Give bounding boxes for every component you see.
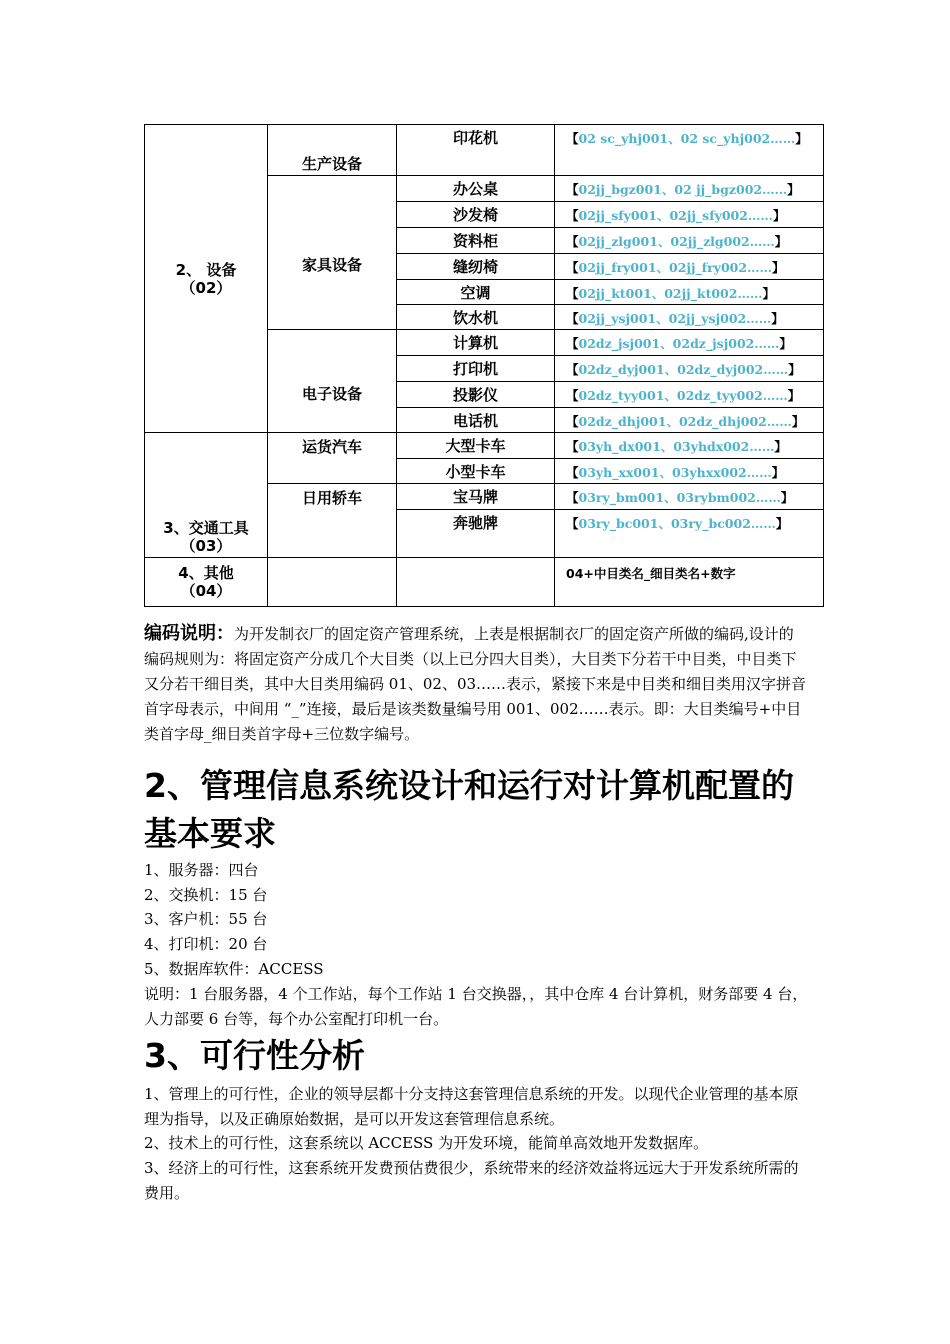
code-cell: 【02dz_tyy001、02dz_tyy002……】 bbox=[554, 381, 824, 408]
middle-group-cell: 电子设备 bbox=[267, 329, 397, 433]
item-cell: 奔驰牌 bbox=[396, 509, 555, 558]
item-cell: 印花机 bbox=[396, 124, 555, 176]
middle-group-cell: 日用轿车 bbox=[267, 483, 397, 558]
item-cell-empty bbox=[396, 557, 555, 607]
config-note-paragraph: 说明：1 台服务器，4 个工作站，每个工作站 1 台交换器，，其中仓库 4 台计算机，财务部要 4 台，人力部要 6 台等，每个办公室配打印机一台。 bbox=[144, 985, 808, 1028]
code-cell: 【03ry_bc001、03ry_bc002……】 bbox=[554, 509, 824, 558]
category-label: 3、交通工具 bbox=[163, 519, 249, 537]
section-3-heading: 3、可行性分析 bbox=[144, 1036, 365, 1075]
category-code: （03） bbox=[180, 537, 232, 555]
section-2-heading: 2、管理信息系统设计和运行对计算机配置的基本要求 bbox=[144, 766, 794, 853]
category-cell-equipment bbox=[144, 124, 268, 433]
config-line: 3、客户机：55 台 bbox=[144, 910, 268, 928]
middle-group-cell: 运货汽车 bbox=[267, 432, 397, 484]
item-cell: 资料柜 bbox=[396, 227, 555, 254]
item-cell: 投影仪 bbox=[396, 381, 555, 408]
item-cell: 电话机 bbox=[396, 407, 555, 433]
code-cell: 【02jj_sfy001、02jj_sfy002……】 bbox=[554, 201, 824, 228]
category-cell-other bbox=[144, 557, 268, 607]
coding-note-paragraph bbox=[144, 621, 808, 747]
asset-code-table bbox=[144, 124, 824, 607]
item-cell: 缝纫椅 bbox=[396, 253, 555, 280]
feasibility-paragraph: 3、经济上的可行性，这套系统开发费预估费很少，系统带来的经济效益将远远大于开发系统所需的费用。 bbox=[144, 1159, 799, 1202]
item-cell: 沙发椅 bbox=[396, 201, 555, 228]
item-cell: 大型卡车 bbox=[396, 432, 555, 459]
config-line: 2、交换机：15 台 bbox=[144, 886, 268, 904]
category-code: （02） bbox=[180, 278, 232, 297]
item-cell: 空调 bbox=[396, 279, 555, 305]
item-cell: 饮水机 bbox=[396, 304, 555, 330]
feasibility-paragraph: 1、管理上的可行性，企业的领导层都十分支持这套管理信息系统的开发。以现代企业管理的基本原理为指导，以及正确原始数据，是可以开发这套管理信息系统。 bbox=[144, 1085, 799, 1128]
item-cell: 计算机 bbox=[396, 329, 555, 356]
code-rule-cell: 04+中目类名_细目类名+数字 bbox=[554, 557, 824, 607]
code-cell: 【03ry_bm001、03rybm002……】 bbox=[554, 483, 824, 510]
coding-note-text: 为开发制衣厂的固定资产管理系统，上表是根据制衣厂的固定资产所做的编码,设计的编码规则为：将固定资产分成几个大目类（以上已分四大目类），大目类下分若干中目类，中目类下又分若干细目类，其中大目类用编码 01、02、03……表示，紧接下来是中目类和细目类用汉字拼音首字母表示，中间用 “_”连接，最后是该类数量编号用 001、002……表示。即：大目类编号+中目类首字母_细目类首字母+三位数字编号。 bbox=[144, 625, 807, 743]
code-cell: 【03yh_dx001、03yhdx002……】 bbox=[554, 432, 824, 459]
code-cell: 【02jj_kt001、02jj_kt002……】 bbox=[554, 279, 824, 305]
item-cell: 宝马牌 bbox=[396, 483, 555, 510]
category-cell-transport bbox=[144, 432, 268, 558]
category-code: （04） bbox=[180, 582, 232, 600]
item-cell: 打印机 bbox=[396, 355, 555, 382]
code-cell: 【02dz_dyj001、02dz_dyj002……】 bbox=[554, 355, 824, 382]
code-cell: 【02jj_bgz001、02 jj_bgz002……】 bbox=[554, 175, 824, 202]
item-cell: 办公桌 bbox=[396, 175, 555, 202]
config-line: 1、服务器：四台 bbox=[144, 861, 259, 879]
code-cell: 【02jj_zlg001、02jj_zlg002……】 bbox=[554, 227, 824, 254]
category-label: 4、其他 bbox=[178, 564, 234, 582]
config-line: 4、打印机：20 台 bbox=[144, 935, 268, 953]
code-cell: 【02jj_ysj001、02jj_ysj002……】 bbox=[554, 304, 824, 330]
item-cell: 小型卡车 bbox=[396, 458, 555, 484]
middle-group-cell: 家具设备 bbox=[267, 175, 397, 330]
code-cell: 【02dz_dhj001、02dz_dhj002……】 bbox=[554, 407, 824, 433]
code-cell: 【03yh_xx001、03yhxx002……】 bbox=[554, 458, 824, 484]
code-cell: 【02jj_fry001、02jj_fry002……】 bbox=[554, 253, 824, 280]
middle-group-cell-empty bbox=[267, 557, 397, 607]
category-label: 2、 设备 bbox=[175, 260, 237, 279]
feasibility-paragraph: 2、技术上的可行性，这套系统以 ACCESS 为开发环境，能简单高效地开发数据库。 bbox=[144, 1134, 709, 1152]
code-cell: 【02dz_jsj001、02dz_jsj002……】 bbox=[554, 329, 824, 356]
middle-group-cell: 生产设备 bbox=[267, 124, 397, 176]
coding-note-label: 编码说明： bbox=[144, 623, 234, 644]
code-cell: 【02 sc_yhj001、02 sc_yhj002……】 bbox=[554, 124, 824, 176]
config-line: 5、数据库软件：ACCESS bbox=[144, 960, 324, 978]
